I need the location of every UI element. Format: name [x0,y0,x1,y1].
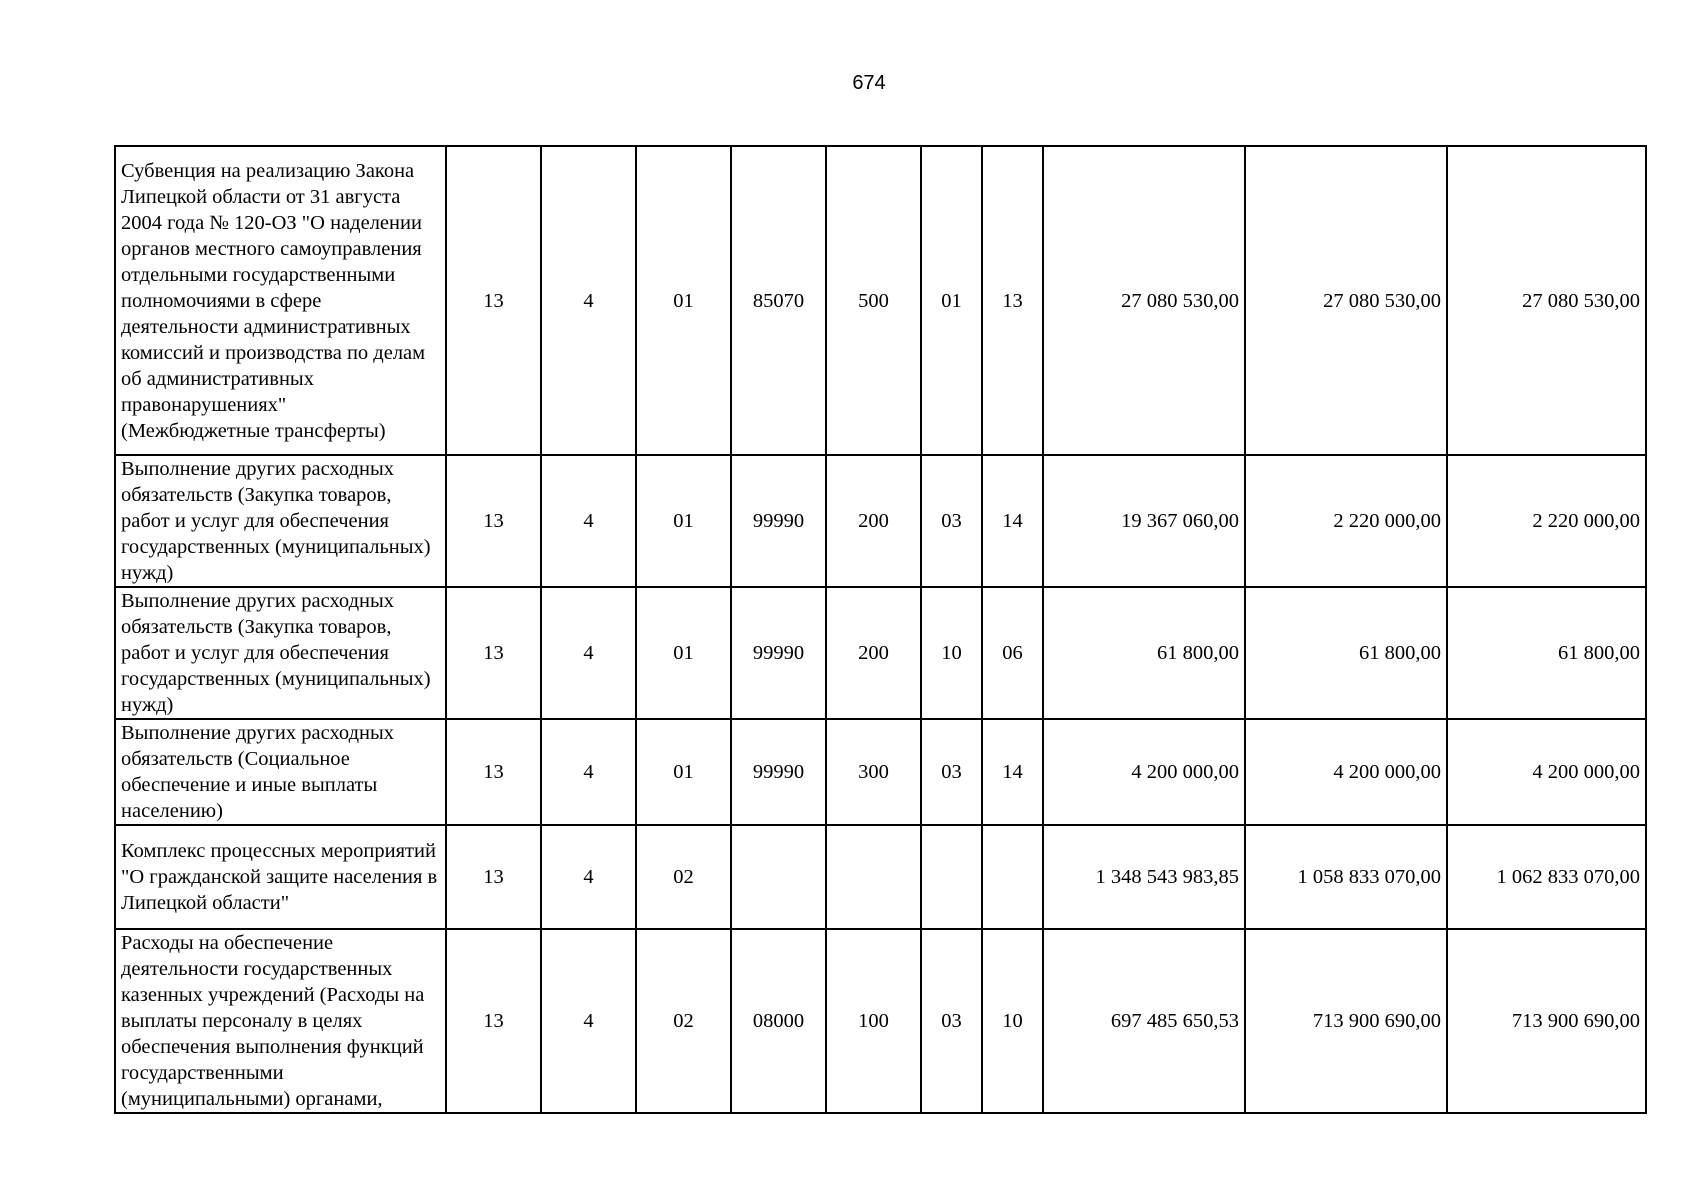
amount-cell: 1 062 833 070,00 [1447,825,1646,929]
code-cell: 01 [921,146,982,455]
code-cell: 14 [982,455,1043,587]
amount-cell: 61 800,00 [1447,587,1646,719]
amount-cell: 27 080 530,00 [1043,146,1245,455]
amount-cell: 713 900 690,00 [1447,929,1646,1113]
amount-cell: 1 058 833 070,00 [1245,825,1447,929]
code-cell: 02 [636,825,731,929]
code-cell [921,825,982,929]
code-cell: 300 [826,719,921,825]
code-cell: 13 [446,455,541,587]
code-cell: 01 [636,587,731,719]
code-cell: 100 [826,929,921,1113]
row-name: Комплекс процессных мероприятий "О гражданской защите населения в Липецкой области" [115,825,446,929]
row-name: Выполнение других расходных обязательств (Закупка товаров, работ и услуг для обеспечения государственных (муниципальных) нужд) [115,587,446,719]
code-cell: 99990 [731,455,826,587]
code-cell: 01 [636,146,731,455]
code-cell: 200 [826,455,921,587]
amount-cell: 2 220 000,00 [1447,455,1646,587]
code-cell [826,825,921,929]
code-cell: 13 [982,146,1043,455]
amount-cell: 27 080 530,00 [1447,146,1646,455]
code-cell: 13 [446,587,541,719]
code-cell: 4 [541,146,636,455]
code-cell: 99990 [731,587,826,719]
amount-cell: 27 080 530,00 [1245,146,1447,455]
row-name: Выполнение других расходных обязательств (Закупка товаров, работ и услуг для обеспечения государственных (муниципальных) нужд) [115,455,446,587]
code-cell: 10 [921,587,982,719]
row-name: Расходы на обеспечение деятельности государственных казенных учреждений (Расходы на выплаты персоналу в целях обеспечения выполнения функций государственными (муниципальными) органами, [115,929,446,1113]
code-cell: 13 [446,146,541,455]
code-cell: 4 [541,719,636,825]
code-cell: 06 [982,587,1043,719]
table-row [115,587,1646,719]
table-row [115,825,1646,929]
amount-cell: 61 800,00 [1245,587,1447,719]
code-cell: 08000 [731,929,826,1113]
budget-table [114,145,1647,1114]
code-cell: 13 [446,719,541,825]
page-number: 674 [852,72,886,94]
code-cell: 01 [636,719,731,825]
amount-cell: 19 367 060,00 [1043,455,1245,587]
amount-cell: 4 200 000,00 [1447,719,1646,825]
code-cell: 10 [982,929,1043,1113]
row-name: Субвенция на реализацию Закона Липецкой области от 31 августа 2004 года № 120-ОЗ "О наделении органов местного самоуправления отдельными государственными полномочиями в сфере деятельности административных комиссий и производства по делам об административных правонарушениях" (Межбюджетные трансферты) [115,146,446,455]
code-cell: 03 [921,929,982,1113]
code-cell: 200 [826,587,921,719]
code-cell: 85070 [731,146,826,455]
code-cell: 03 [921,719,982,825]
amount-cell: 4 200 000,00 [1043,719,1245,825]
table-row [115,719,1646,825]
code-cell: 500 [826,146,921,455]
code-cell: 4 [541,455,636,587]
table-row [115,146,1646,455]
table-row [115,929,1646,1113]
code-cell: 01 [636,455,731,587]
code-cell: 14 [982,719,1043,825]
code-cell: 99990 [731,719,826,825]
row-name: Выполнение других расходных обязательств (Социальное обеспечение и иные выплаты населению) [115,719,446,825]
code-cell: 03 [921,455,982,587]
code-cell: 13 [446,825,541,929]
code-cell: 4 [541,825,636,929]
amount-cell: 713 900 690,00 [1245,929,1447,1113]
code-cell [731,825,826,929]
code-cell: 13 [446,929,541,1113]
table-row [115,455,1646,587]
code-cell: 4 [541,587,636,719]
code-cell: 4 [541,929,636,1113]
amount-cell: 4 200 000,00 [1245,719,1447,825]
code-cell [982,825,1043,929]
amount-cell: 2 220 000,00 [1245,455,1447,587]
amount-cell: 697 485 650,53 [1043,929,1245,1113]
code-cell: 02 [636,929,731,1113]
amount-cell: 1 348 543 983,85 [1043,825,1245,929]
amount-cell: 61 800,00 [1043,587,1245,719]
